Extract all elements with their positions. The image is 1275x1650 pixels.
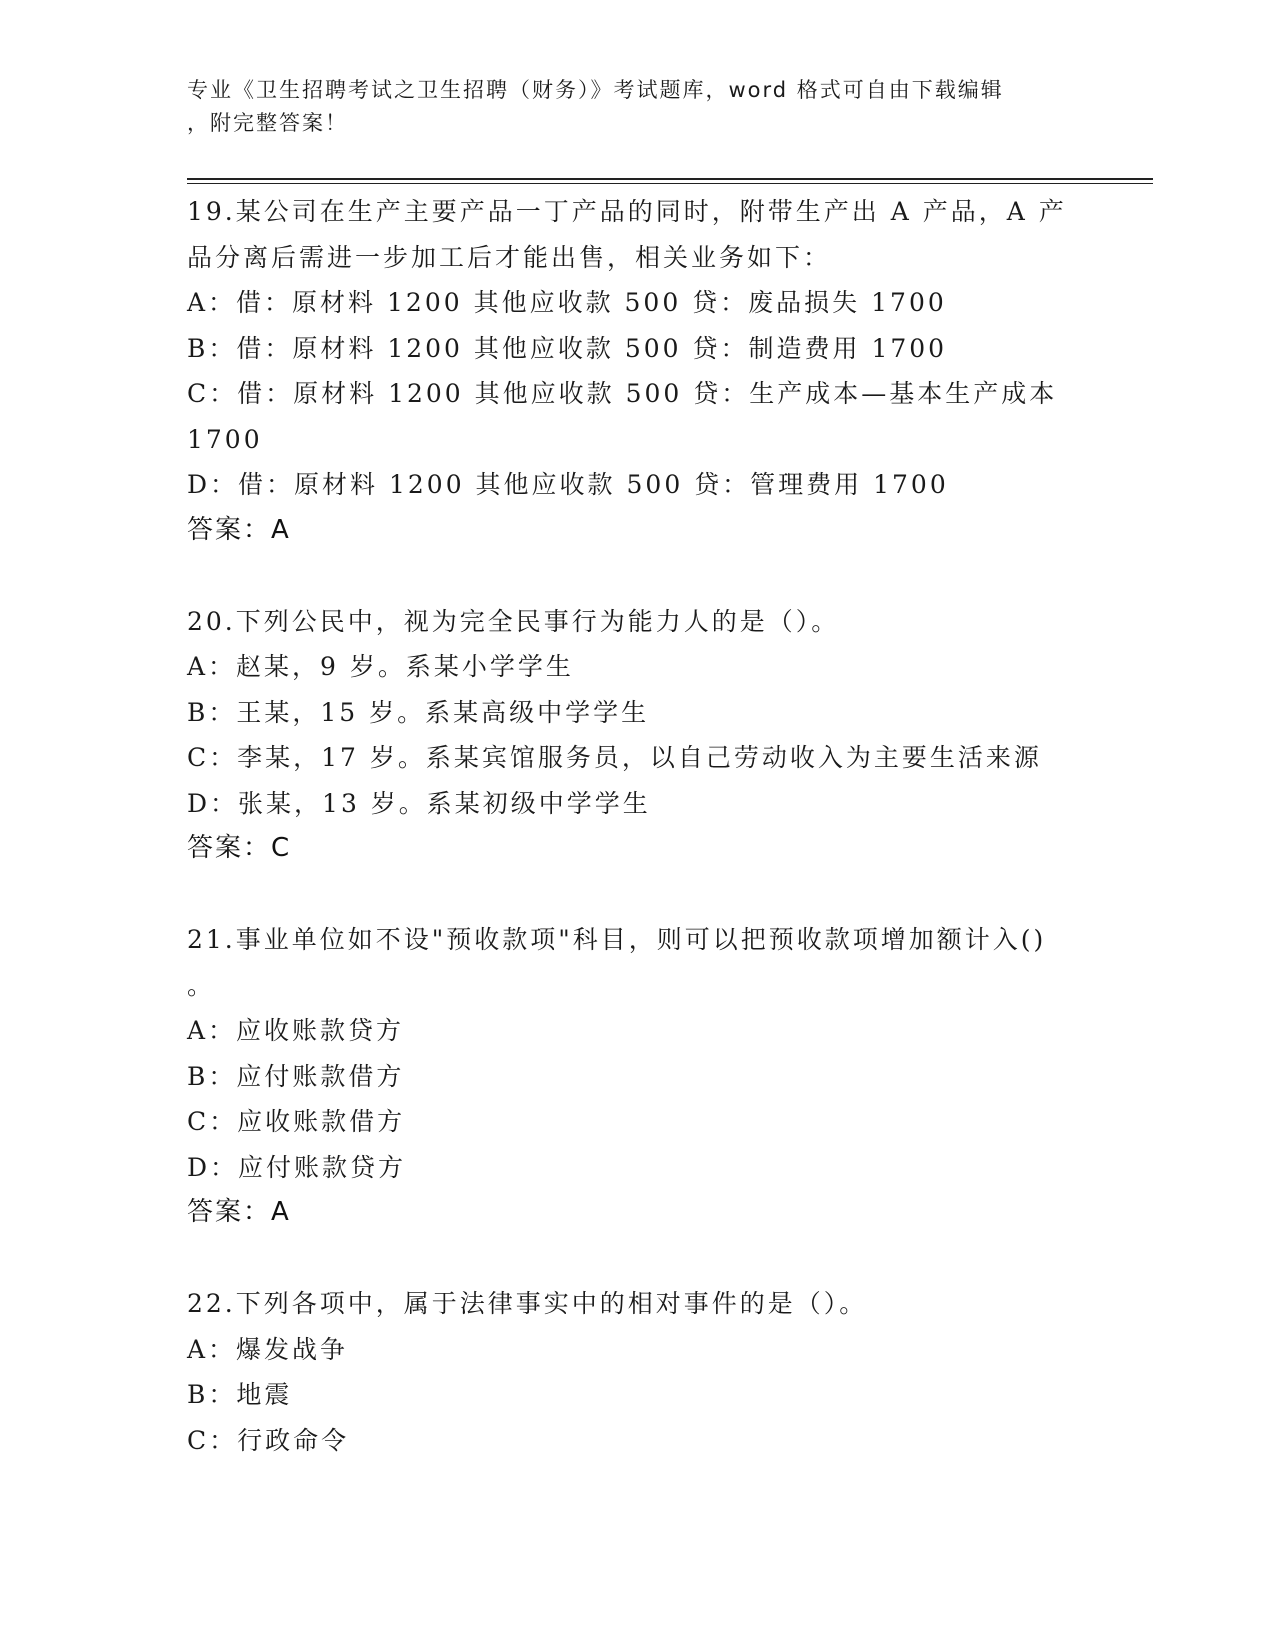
- option-b: B：借：原材料 1200 其他应收款 500 贷：制造费用 1700: [187, 333, 948, 363]
- option-d: D：张某，13 岁。系某初级中学学生: [187, 788, 651, 818]
- question-20: [187, 599, 1067, 872]
- question-stem-line: 22.下列各项中，属于法律事实中的相对事件的是（）。: [187, 1289, 868, 1318]
- option-c: C：借：原材料 1200 其他应收款 500 贷：生产成本—基本生产成本: [187, 379, 1058, 408]
- header-divider-thick: [187, 178, 1153, 180]
- spacer: [187, 553, 1067, 599]
- question-22: [187, 1281, 1067, 1463]
- option-c: C：行政命令: [187, 1425, 350, 1455]
- spacer: [187, 872, 1067, 918]
- option-c: C：应收账款借方: [187, 1107, 406, 1136]
- question-list: [187, 189, 1067, 1463]
- answer-label: 答案：C: [187, 833, 292, 863]
- question-stem-line: 19.某公司在生产主要产品一丁产品的同时，附带生产出 A 产品，A 产: [187, 197, 1067, 226]
- option-d: D：应付账款贷方: [187, 1152, 407, 1182]
- answer-label: 答案：A: [187, 1197, 291, 1227]
- question-stem-line: 20.下列公民中，视为完全民事行为能力人的是（）。: [187, 606, 840, 636]
- option-a: A：应收账款贷方: [187, 1016, 405, 1045]
- header-divider-thin: [187, 183, 1153, 184]
- option-b: B：应付账款借方: [187, 1061, 405, 1091]
- option-c-continued: 1700: [187, 424, 263, 454]
- question-stem-line: 品分离后需进一步加工后才能出售，相关业务如下：: [187, 242, 832, 272]
- question-21: [187, 917, 1067, 1236]
- header-line-1: 专业《卫生招聘考试之卫生招聘（财务）》考试题库，word 格式可自由下载编辑: [187, 78, 1004, 102]
- spacer: [187, 1236, 1067, 1282]
- option-c: C：李某，17 岁。系某宾馆服务员，以自己劳动收入为主要生活来源: [187, 743, 1042, 772]
- question-19: [187, 189, 1067, 553]
- option-b: B：王某，15 岁。系某高级中学学生: [187, 697, 650, 727]
- question-stem-line: 21.事业单位如不设"预收款项"科目，则可以把预收款项增加额计入(): [187, 925, 1047, 954]
- option-d: D：借：原材料 1200 其他应收款 500 贷：管理费用 1700: [187, 470, 949, 499]
- option-a: A：赵某，9 岁。系某小学学生: [187, 652, 574, 681]
- option-a: A：借：原材料 1200 其他应收款 500 贷：废品损失 1700: [187, 288, 947, 317]
- question-stem-line: 。: [187, 970, 216, 1000]
- header-line-2: ，附完整答案！: [187, 111, 348, 135]
- answer-label: 答案：A: [187, 514, 291, 545]
- document-header: [187, 74, 1067, 140]
- option-b: B：地震: [187, 1380, 293, 1409]
- option-a: A：爆发战争: [187, 1334, 349, 1364]
